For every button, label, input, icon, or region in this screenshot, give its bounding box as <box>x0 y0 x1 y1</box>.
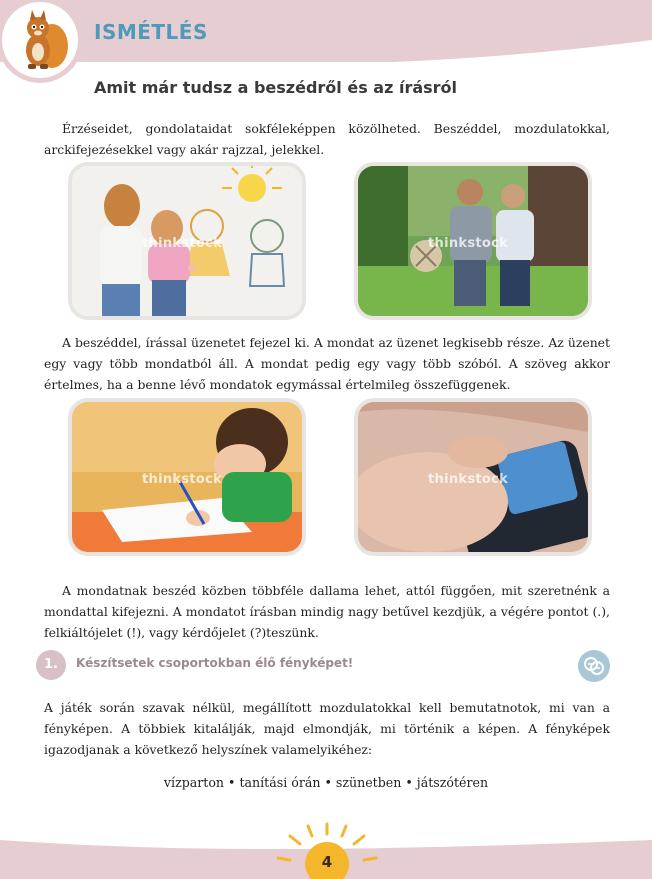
task-title: Készítsetek csoportokban élő fényképet! <box>76 656 354 670</box>
squirrel-icon <box>2 2 78 78</box>
task-body: A játék során szavak nélkül, megállított mozdulatokkal kell bemutatnotok, mi van a fényképen. A többiek kitalálják, majd elmondják, mi történik a képen. A fényképek igazodjanak a következő helyszínek valamelyikéhez: <box>44 700 610 757</box>
photo-boys-football <box>358 166 588 316</box>
paragraph-sentence: A mondatnak beszéd közben többféle dallama lehet, attól függően, mit szeretnénk a mondattal kifejezni. A mondatot írásban mindig nagy betűvel kezdjük, a végére pontot (.), felkiáltójelet (!), vagy kérdőjelet (?)teszünk. <box>44 583 610 640</box>
paragraph-message: A beszéddel, írással üzenetet fejezel ki. A mondat az üzenet legkisebb része. Az üzenet egy vagy több mondatból áll. A mondat pedig egy vagy több szóból. A szöveg akkor értelmes, ha a benne lévő mondatok egymással értelmileg összefüggenek. <box>44 335 610 392</box>
task-header <box>22 650 620 684</box>
section-title: ISMÉTLÉS <box>94 20 208 44</box>
places-list: vízparton • tanítási órán • szünetben • játszótéren <box>163 775 489 790</box>
group-work-icon <box>578 650 610 682</box>
watermark-thinkstock: thinkstock <box>142 236 223 251</box>
paragraph-intro: Érzéseidet, gondolataidat sokféleképpen közölheted. Beszéddel, mozdulatokkal, arckifejezésekkel vagy akár rajzzal, jelekkel. <box>44 121 610 157</box>
photo-girls-drawing <box>72 166 302 316</box>
photo-phone-typing <box>358 402 588 552</box>
watermark-thinkstock: thinkstock <box>142 472 223 487</box>
page-number: 4 <box>321 853 333 871</box>
photo-boy-writing <box>72 402 302 552</box>
watermark-thinkstock: thinkstock <box>428 472 509 487</box>
page-heading: Amit már tudsz a beszédről és az írásról <box>94 78 458 97</box>
watermark-thinkstock: thinkstock <box>428 236 509 251</box>
mascot-avatar <box>2 2 78 78</box>
task-number-badge: 1. <box>36 650 66 680</box>
